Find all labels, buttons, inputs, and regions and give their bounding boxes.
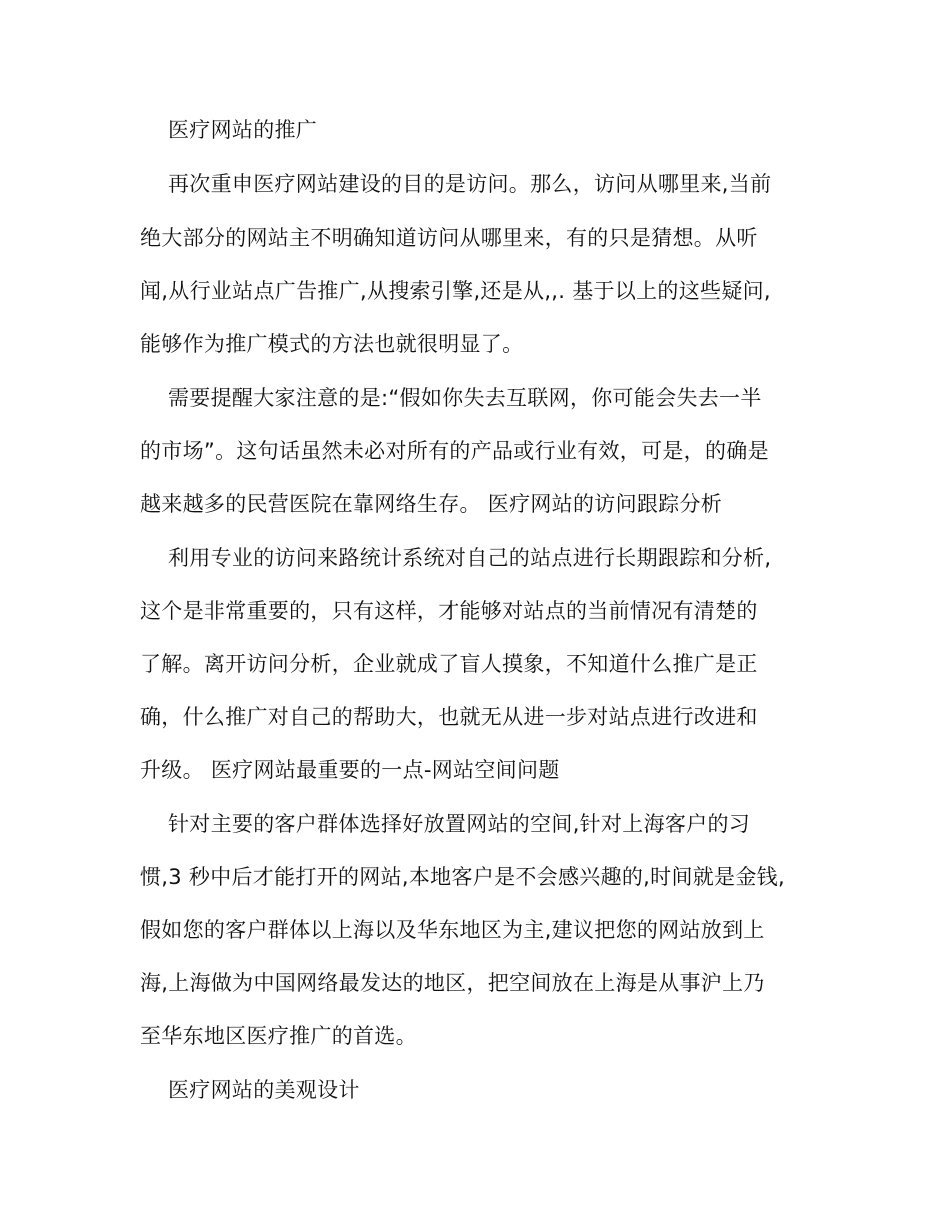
paragraph-line: 需要提醒大家注意的是:“假如你失去互联网，你可能会失去一半 [168,386,762,410]
paragraph-line: 惯,3 秒中后才能打开的网站,本地客户是不会感兴趣的,时间就是金钱, [140,865,785,889]
paragraph-line: 利用专业的访问来路统计系统对自己的站点进行长期跟踪和分析, [168,546,772,570]
paragraph-line: 针对主要的客户群体选择好放置网站的空间,针对上海客户的习 [168,812,751,836]
paragraph-line: 了解。离开访问分析，企业就成了盲人摸象，不知道什么推广是正 [140,652,758,676]
paragraph-line: 闻,从行业站点广告推广,从搜索引擎,还是从,,. 基于以上的这些疑问, [140,279,771,303]
paragraph-line: 确，什么推广对自己的帮助大，也就无从进一步对站点进行改进和 [140,705,758,729]
paragraph-line: 绝大部分的网站主不明确知道访问从哪里来，有的只是猜想。从听 [140,226,758,250]
paragraph-line: 升级。 医疗网站最重要的一点-网站空间问题 [140,758,560,782]
paragraph-line: 这个是非常重要的，只有这样，才能够对站点的当前情况有清楚的 [140,599,758,623]
section-heading-design: 医疗网站的美观设计 [168,1078,360,1102]
paragraph-line: 的市场”。这句话虽然未必对所有的产品或行业有效，可是，的确是 [140,439,769,463]
paragraph-line: 海,上海做为中国网络最发达的地区，把空间放在上海是从事沪上乃 [140,971,765,995]
paragraph-line: 再次重申医疗网站建设的目的是访问。那么，访问从哪里来,当前 [168,172,772,196]
section-heading-promotion: 医疗网站的推广 [168,118,318,142]
paragraph-line: 假如您的客户群体以上海以及华东地区为主,建议把您的网站放到上 [140,918,765,942]
paragraph-line: 至华东地区医疗推广的首选。 [140,1024,417,1048]
paragraph-line: 越来越多的民营医院在靠网络生存。 医疗网站的访问跟踪分析 [140,492,723,516]
paragraph-line: 能够作为推广模式的方法也就很明显了。 [140,332,524,356]
